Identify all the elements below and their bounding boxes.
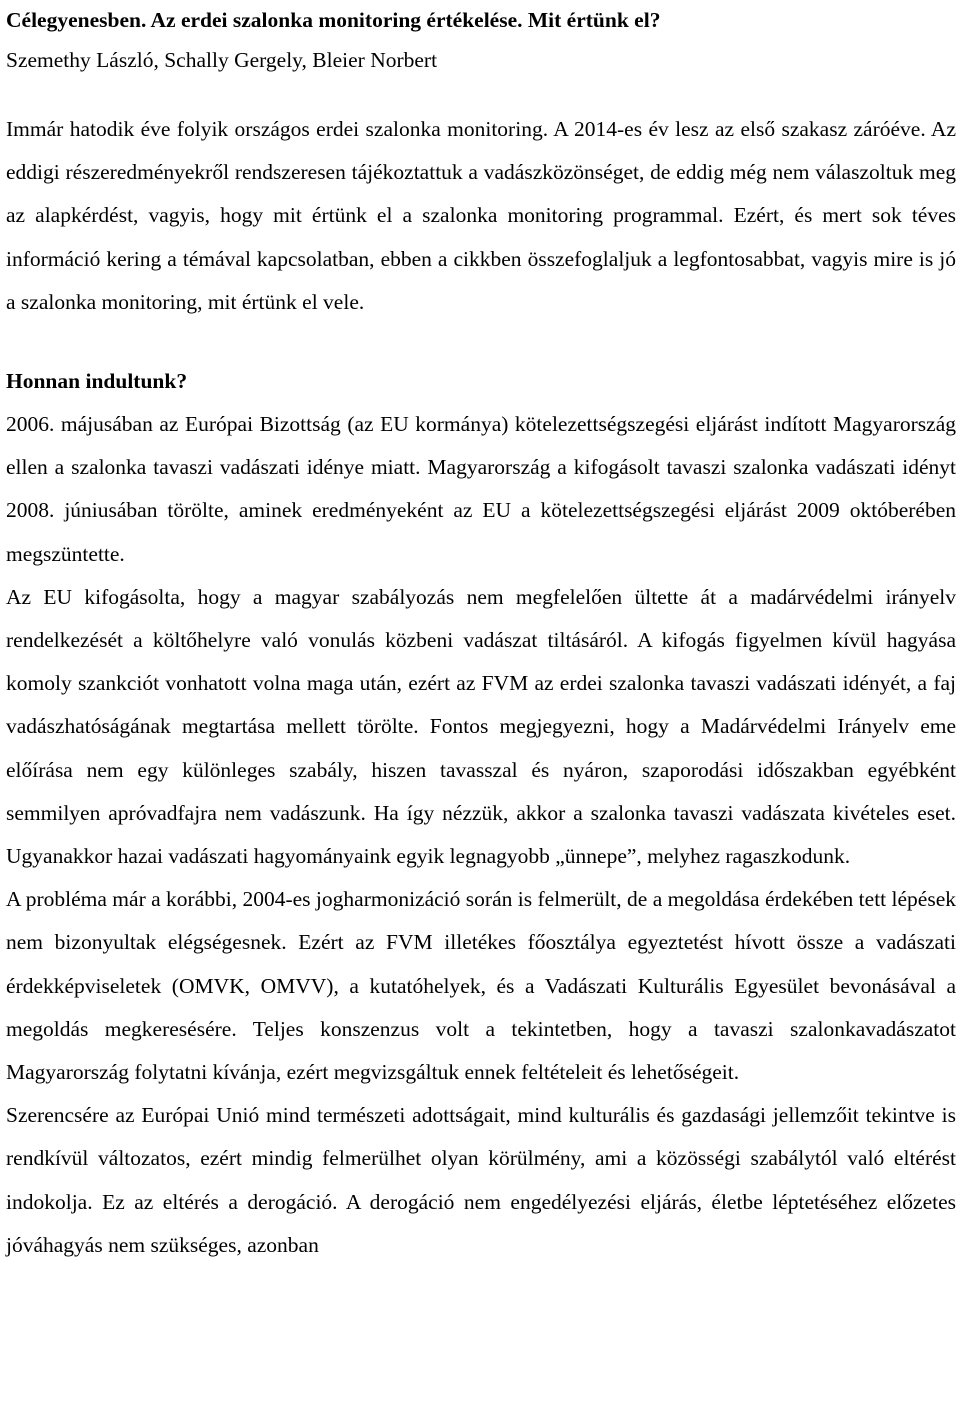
document-title: Célegyenesben. Az erdei szalonka monitoring értékelése. Mit értünk el? [6, 8, 661, 32]
section-heading: Honnan indultunk? [6, 369, 188, 394]
body-paragraph: A probléma már a korábbi, 2004-es jogharmonizáció során is felmerült, de a megoldása érdekében tett lépések nem bizonyultak elégségesnek. Ezért az FVM illetékes főosztálya egyeztetést hívott össze a vadászati érdekképviseletek (OMVK, OMVV), a kutatóhelyek, és a Vadászati Kulturális Egyesület bevonásával a megoldás megkeresésére. Teljes konszenzus volt a tekintetben, hogy a tavaszi szalonkavadászatot Magyarország folytatni kívánja, ezért megvizsgáltuk ennek feltételeit és lehetőségeit. [6, 887, 956, 1085]
intro-paragraph: Immár hatodik éve folyik országos erdei szalonka monitoring. A 2014-es év lesz az első szakasz záróéve. Az eddigi részeredményekről rendszeresen tájékoztattuk a vadászközönséget, de eddig még nem válaszoltuk meg az alapkérdést, vagyis, hogy mit értünk el a szalonka monitoring programmal. Ezért, és mert sok téves információ kering a témával kapcsolatban, ebben a cikkben összefoglaljuk a legfontosabbat, vagyis mire is jó a szalonka monitoring, mit értünk el vele. [6, 117, 956, 314]
body-paragraph: 2006. májusában az Európai Bizottság (az EU kormánya) kötelezettségszegési eljárást indított Magyarország ellen a szalonka tavaszi vadászati idénye miatt. Magyarország a kifogásolt tavaszi szalonka vadászati idényt 2008. júniusában törölte, aminek eredményeként az EU a kötelezettségszegési eljárást 2009 októberében megszüntette. [6, 412, 956, 566]
body-paragraph: Az EU kifogásolta, hogy a magyar szabályozás nem megfelelően ültette át a madárvédelmi irányelv rendelkezését a költőhelyre való vonulás közbeni vadászat tiltásáról. A kifogás figyelmen kívül hagyása komoly szankciót vonhatott volna maga után, ezért az FVM az erdei szalonka tavaszi vadászati idényét, a faj vadászhatóságának megtartása mellett törölte. Fontos megjegyezni, hogy a Madárvédelmi Irányelv eme előírása nem egy különleges szabály, hiszen tavasszal és nyáron, szaporodási időszakban egyébként semmilyen apróvadfajra nem vadászunk. Ha így nézzük, akkor a szalonka tavaszi vadászata kivételes eset. Ugyanakkor hazai vadászati hagyományaink egyik legnagyobb „ünnepe”, melyhez ragaszkodunk. [6, 584, 956, 869]
body-paragraph: Szerencsére az Európai Unió mind természeti adottságait, mind kulturális és gazdasági jellemzőit tekintve is rendkívül változatos, ezért mindig felmerülhet olyan körülmény, ami a közösségi szabálytól való eltérést indokolja. Ez az eltérés a derogáció. A derogáció nem engedélyezési eljárás, életbe léptetéséhez előzetes jóváhagyás nem szükséges, azonban [6, 1103, 956, 1257]
document-page [6, 0, 956, 1267]
document-authors: Szemethy László, Schally Gergely, Bleier Norbert [6, 48, 438, 72]
